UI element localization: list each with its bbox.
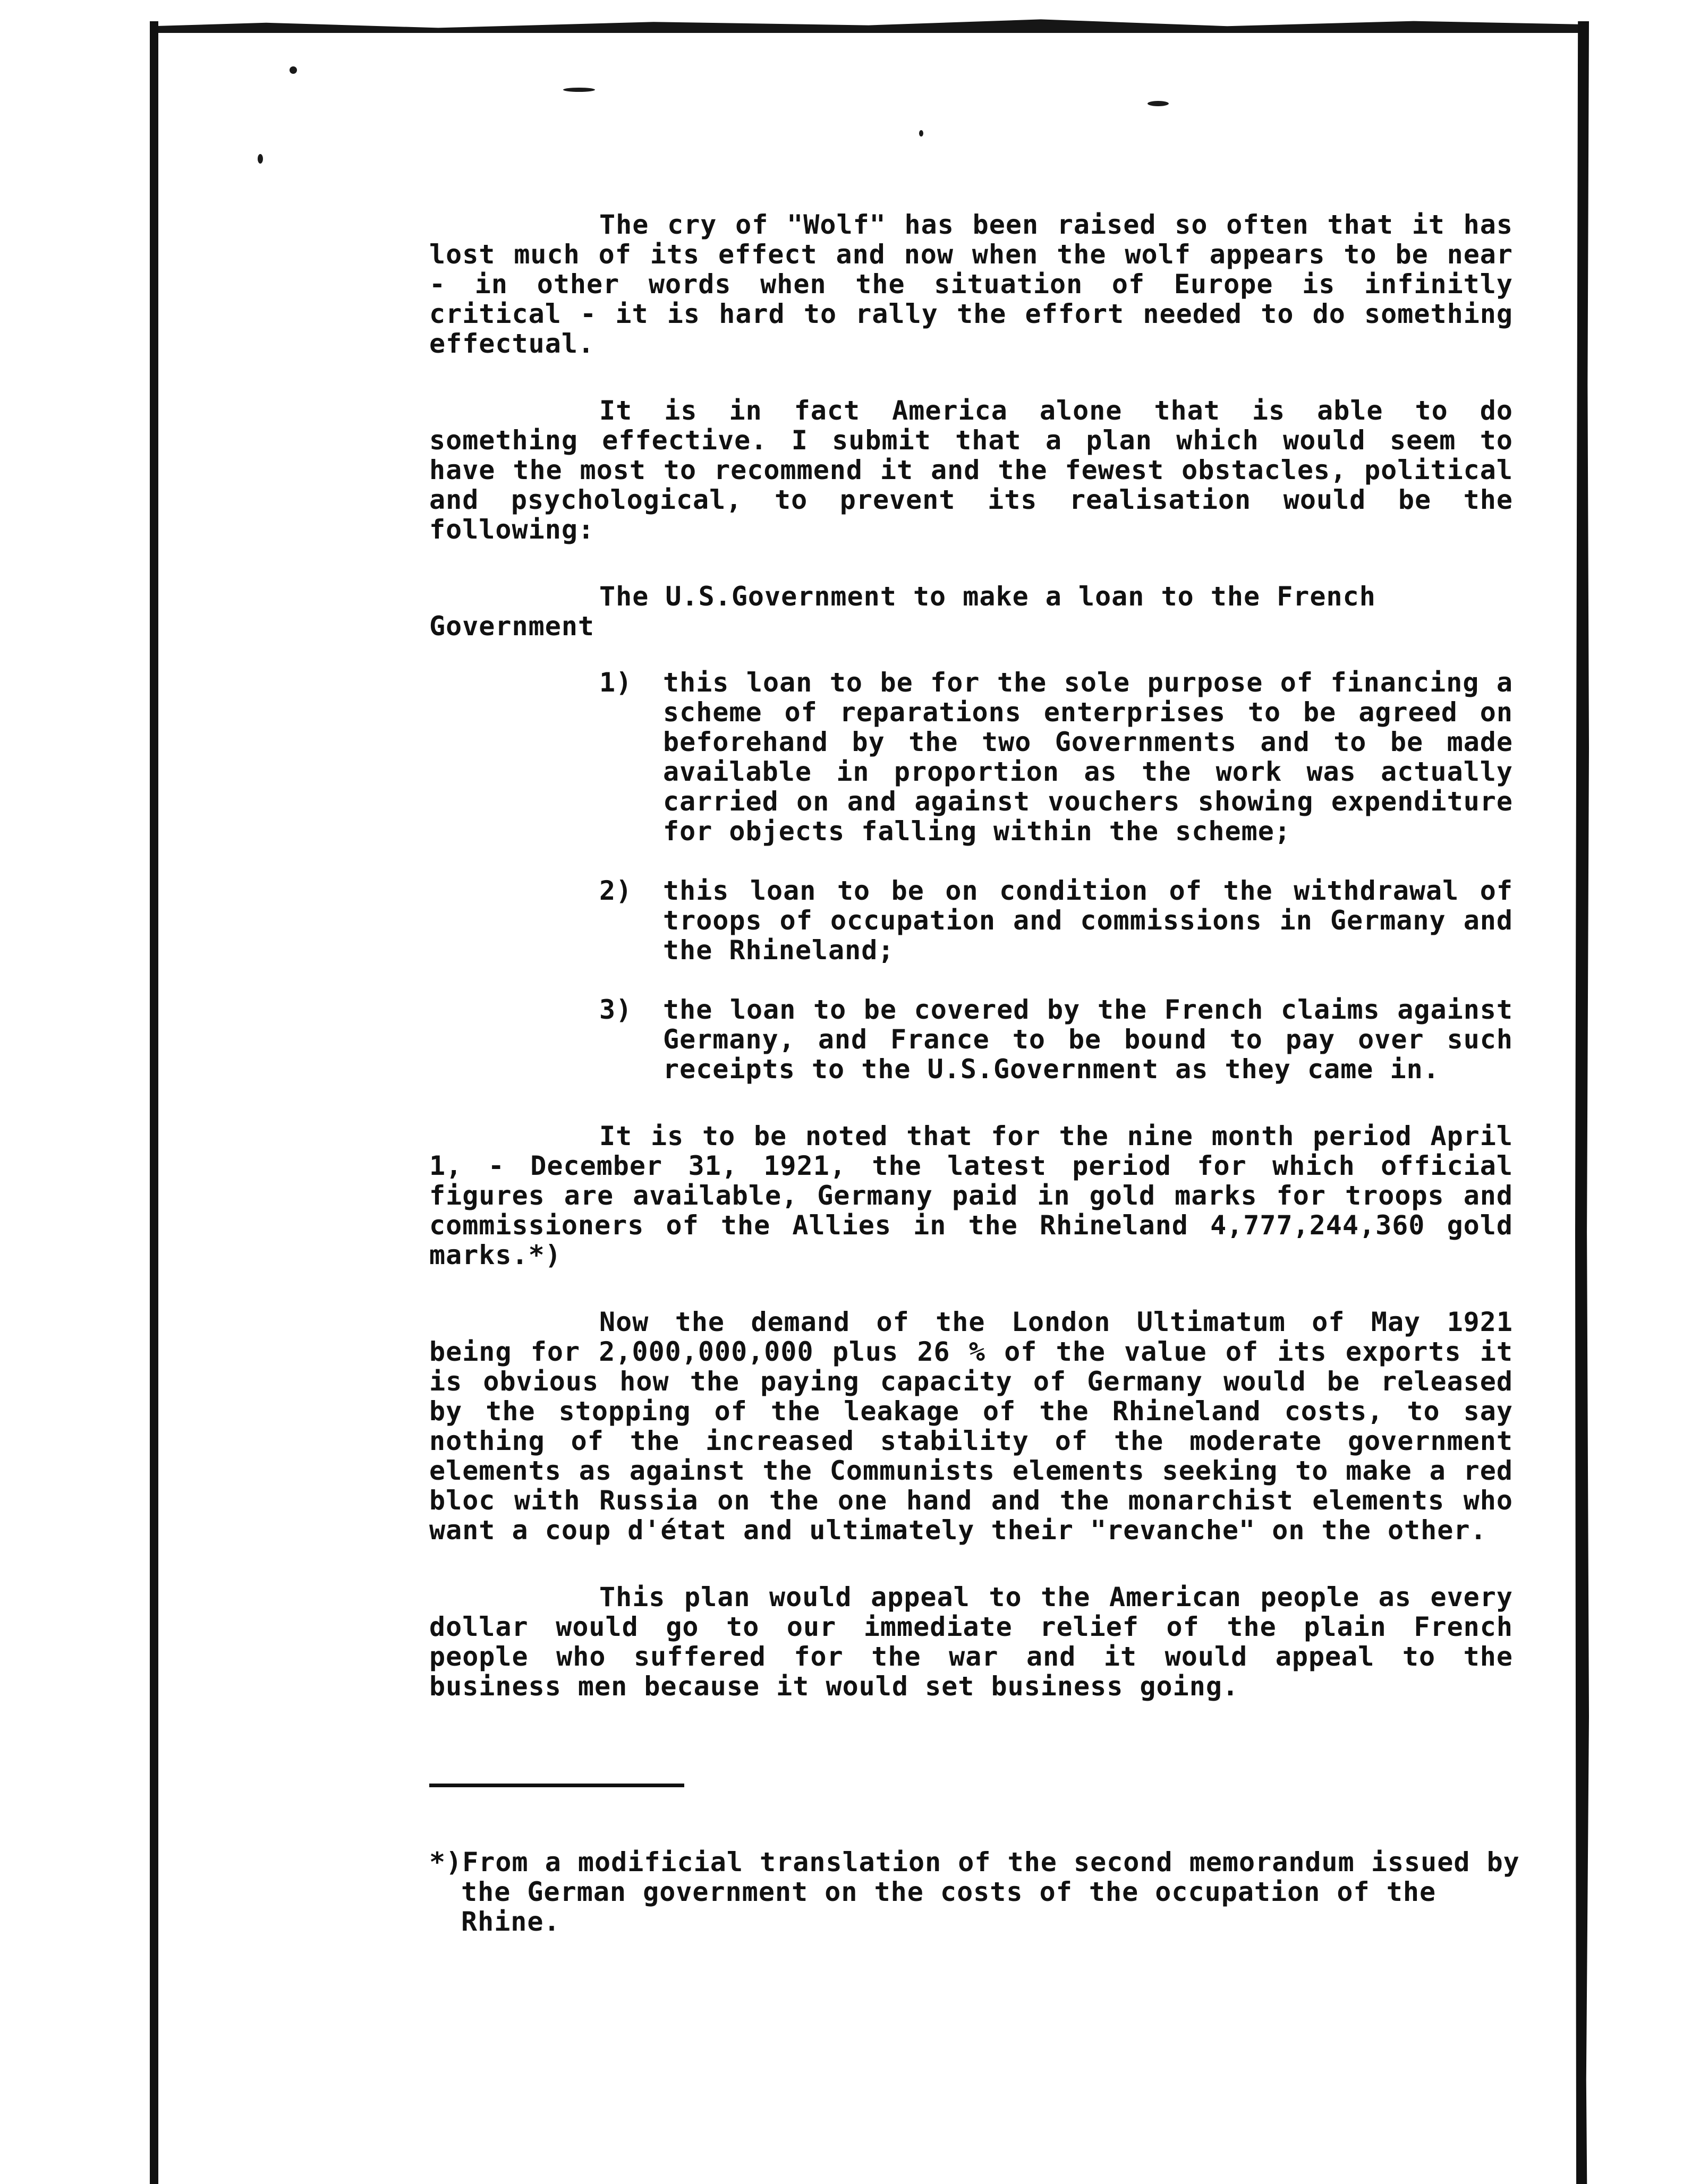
- condition-item: [429, 668, 1513, 846]
- scan-speck: [258, 154, 263, 164]
- scan-speck: [563, 88, 595, 92]
- footnote-divider: [429, 1784, 684, 1787]
- scan-edge-top: [151, 16, 1586, 33]
- condition-number: 2): [599, 875, 633, 906]
- condition-item: [429, 995, 1513, 1084]
- scan-speck: [1148, 101, 1169, 106]
- condition-text: this loan to be on condition of the withdrawal of troops of occupation and commissions in Germany and the Rhineland;: [663, 875, 1513, 966]
- paragraph-payments: It is to be noted that for the nine month period April 1, - December 31, 1921, the latest period for which official figures are available, Germany paid in gold marks for troops and commissioners of the Allies in the Rhineland 4,777,244,360 gold marks.*): [429, 1121, 1513, 1270]
- scan-speck: [290, 66, 297, 74]
- letter-body: [429, 210, 1513, 1738]
- condition-number: 1): [599, 667, 633, 698]
- footnote: *)From a modificial translation of the second memorandum issued by the German government on the costs of the occupation of the Rhine.: [429, 1847, 1520, 1937]
- paragraph-ultimatum: Now the demand of the London Ultimatum of May 1921 being for 2,000,000,000 plus 26 % of the value of its exports it is obvious how the paying capacity of Germany would be released by the stopping of the leakage of the Rhineland costs, to say nothing of the increased stability of the moderate government elements as against the Communists elements seeking to make a red bloc with Russia on the one hand and the monarchist elements who want a coup d'état and ultimately their "revanche" on the other.: [429, 1307, 1513, 1546]
- paragraph-wolf: The cry of "Wolf" has been raised so often that it has lost much of its effect and now when the wolf appears to be near - in other words when the situation of Europe is infinitly critical - it is hard to rally the effort needed to do something effectual.: [429, 209, 1513, 359]
- scan-speck: [919, 130, 923, 136]
- loan-intro: The U.S.Government to make a loan to the French Government: [429, 581, 1376, 642]
- condition-text: this loan to be for the sole purpose of financing a scheme of reparations enterprises to be agreed on beforehand by the two Governments and to be made available in proportion as the work was actually carried on and against vouchers showing expenditure for objects falling within the scheme;: [663, 667, 1513, 847]
- paragraph-plan: It is in fact America alone that is able to do something effective. I submit that a plan which would seem to have the most to recommend it and the fewest obstacles, political and psychological, to prevent its realisation would be the following:: [429, 395, 1513, 545]
- scan-edge-right: [1575, 21, 1589, 2184]
- scan-edge-left: [150, 21, 158, 2184]
- paragraph-appeal: This plan would appeal to the American people as every dollar would go to our immediate relief of the plain French people who suffered for the war and it would appeal to the business men because it would set business going.: [429, 1582, 1513, 1702]
- condition-item: [429, 876, 1513, 965]
- condition-text: the loan to be covered by the French claims against Germany, and France to be bound to pay over such receipts to the U.S.Government as they came in.: [663, 994, 1513, 1085]
- condition-number: 3): [599, 994, 633, 1025]
